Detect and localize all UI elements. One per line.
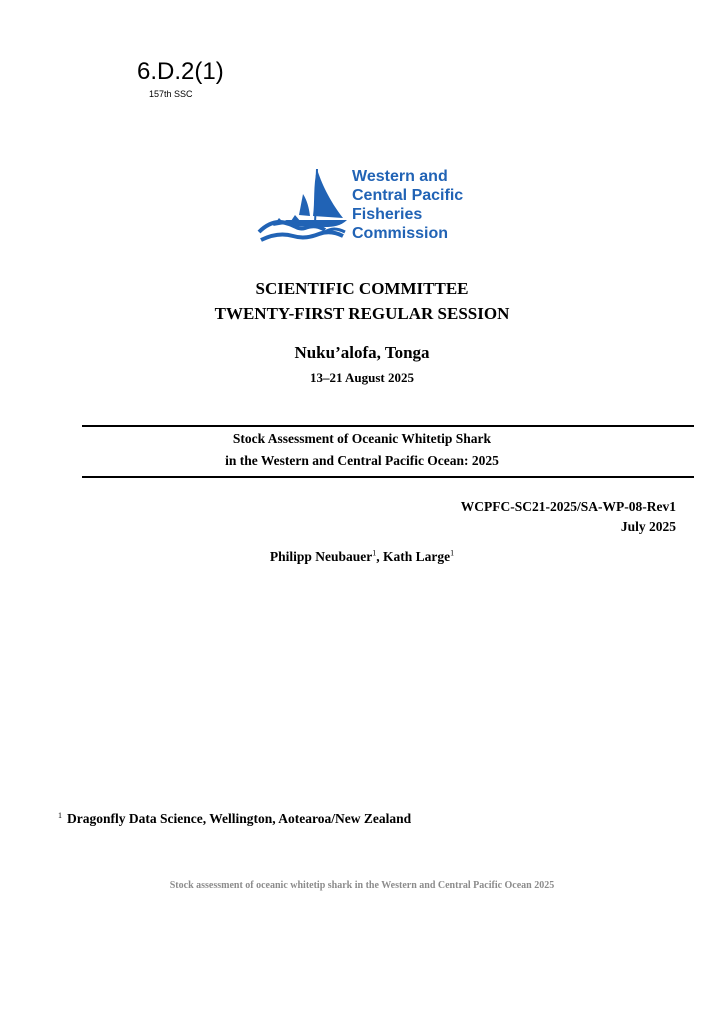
session-title: TWENTY-FIRST REGULAR SESSION — [214, 304, 510, 323]
title-top-rule — [82, 425, 694, 427]
affiliation-mark: 1 — [58, 810, 62, 820]
affiliation — [58, 810, 411, 828]
title-bottom-rule — [82, 476, 694, 478]
affiliation-mark: 1 — [372, 548, 377, 558]
author-separator: , — [376, 549, 384, 564]
meeting-dates: 13–21 August 2025 — [309, 370, 415, 385]
author-name: Kath Large — [383, 549, 451, 564]
affiliation-mark: 1 — [450, 548, 455, 558]
paper-title-line-2: in the Western and Central Pacific Ocean: 2025 — [225, 453, 499, 468]
running-footer: Stock assessment of oceanic whitetip shark in the Western and Central Pacific Ocean 2025 — [169, 880, 555, 891]
document-id: WCPFC-SC21-2025/SA-WP-08-Rev1 — [460, 499, 676, 514]
agenda-item-number: 6.D.2(1) — [137, 58, 224, 85]
paper-title-line-1: Stock Assessment of Oceanic Whitetip Shark — [232, 431, 492, 446]
affiliation-text: Dragonfly Data Science, Wellington, Aotearoa/New Zealand — [67, 811, 412, 826]
logo-wordmark — [352, 167, 463, 243]
wcpfc-logo — [255, 164, 485, 246]
logo-line: Fisheries — [352, 206, 423, 223]
author-name: Philipp Neubauer — [269, 549, 373, 564]
document-date: July 2025 — [620, 519, 676, 534]
author-list — [0, 548, 724, 566]
logo-line: Commission — [352, 225, 449, 242]
sailing-canoe-icon — [255, 164, 350, 246]
logo-line: Central Pacific — [352, 187, 464, 204]
meeting-label: 157th SSC — [149, 89, 193, 99]
meeting-location: Nuku’alofa, Tonga — [294, 343, 430, 362]
logo-line: Western and — [352, 168, 448, 185]
committee-title: SCIENTIFIC COMMITTEE — [255, 279, 469, 298]
